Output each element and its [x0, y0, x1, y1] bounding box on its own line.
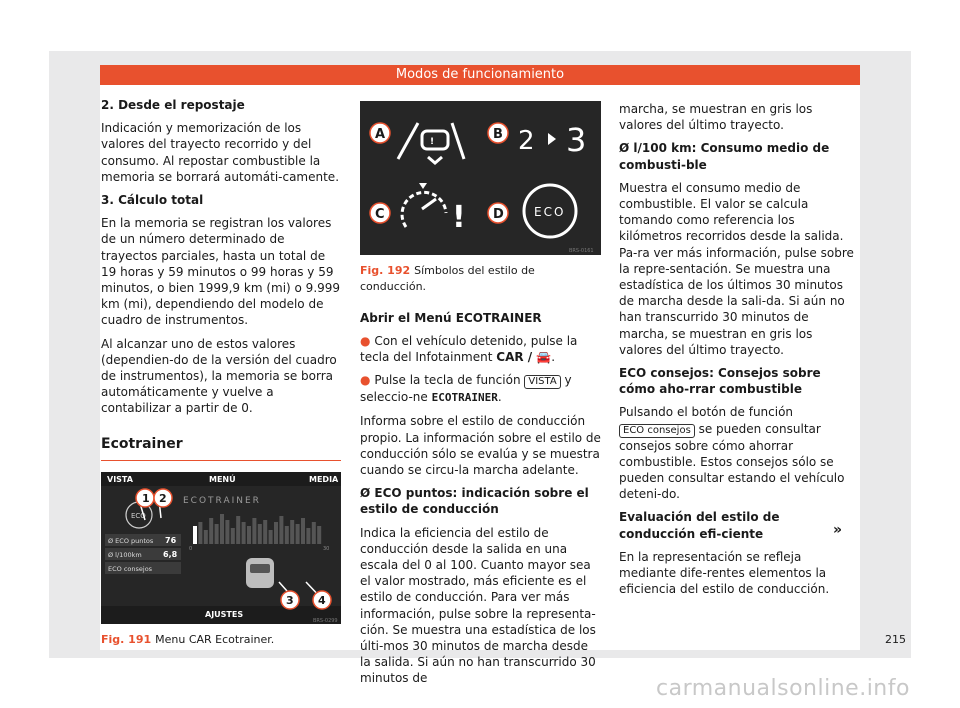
- bullet-2-text: Pulse la tecla de función: [374, 373, 521, 388]
- heading-abrir-menu: Abrir el Menú ECOTRAINER: [360, 310, 542, 325]
- page-number: 215: [885, 633, 906, 646]
- heading-consumo-medio: Ø l/100 km: Consumo medio de combusti-ble: [619, 141, 830, 172]
- column-left: [101, 97, 341, 662]
- row-consumo-label: Ø l/100km: [108, 550, 142, 559]
- row-eco-consejos-label: ECO consejos: [108, 564, 153, 573]
- car-icon: 🚘: [536, 350, 552, 365]
- history-bar: [242, 522, 246, 544]
- row-consumo-value: 6,8: [163, 549, 178, 559]
- eco-consejos-key: ECO consejos: [619, 424, 695, 438]
- softkey-vista: VISTA: [107, 474, 133, 484]
- ecotrainer-mono: ECOTRAINER: [431, 391, 498, 405]
- history-bar: [285, 526, 289, 544]
- bullet-2: [360, 372, 601, 406]
- history-bar: [209, 518, 213, 544]
- heading-calculo-total: 3. Cálculo total: [101, 193, 204, 208]
- gear-recommended: 3: [566, 121, 587, 159]
- column-middle: [360, 101, 601, 694]
- history-bar: [274, 522, 278, 544]
- figure-191: [101, 472, 341, 648]
- column-right: [619, 101, 859, 604]
- history-bar: [247, 526, 251, 544]
- history-bar: [301, 518, 305, 544]
- ecotrainer-brand-text: ECOTRAINER: [183, 495, 261, 506]
- bullet-2-mid: y seleccio-ne: [360, 373, 572, 405]
- history-bar: [198, 522, 202, 544]
- softkey-menu: MENÚ: [209, 474, 236, 484]
- para-eco-consejos: [619, 404, 859, 502]
- softkey-ajustes: AJUSTES: [205, 609, 244, 619]
- row-eco-puntos-label: Ø ECO puntos: [108, 536, 154, 545]
- history-bar: [220, 514, 224, 544]
- eco-badge-text: ECO: [131, 511, 146, 520]
- axis-tick-30: 30: [323, 545, 330, 552]
- heading-desde-repostaje: 2. Desde el repostaje: [101, 98, 245, 112]
- heading-eco-puntos: Ø ECO puntos: indicación sobre el estilo de conducción: [360, 486, 589, 517]
- history-bar: [312, 522, 316, 544]
- history-bar: [231, 528, 235, 544]
- figure-191-caption-text: Menu CAR Ecotrainer.: [155, 633, 275, 647]
- history-bar: [236, 516, 240, 544]
- callout-3-label: 3: [286, 593, 294, 607]
- eco-ring-text: ECO: [534, 205, 566, 219]
- history-bar: [296, 524, 300, 544]
- figure-code-191: BRS-0299: [313, 617, 338, 624]
- history-bar: [252, 518, 256, 544]
- row-eco-puntos-value: 76: [165, 535, 177, 545]
- section-title-ecotrainer: Ecotrainer: [101, 436, 341, 461]
- figure-191-number: Fig. 191: [101, 633, 152, 647]
- history-bar: [317, 526, 321, 544]
- figure-192-caption-text: Símbolos del estilo de conducción.: [360, 264, 535, 294]
- driving-style-symbols-image: [360, 101, 601, 255]
- heading-evaluacion: Evaluación del estilo de conducción efi-ciente: [619, 510, 780, 541]
- bullet-1: [360, 333, 601, 365]
- history-bar: [279, 516, 283, 544]
- history-bar: [290, 520, 294, 544]
- history-bar: [263, 520, 267, 544]
- page-header: Modos de funcionamiento: [100, 65, 860, 85]
- figure-192: [360, 101, 600, 296]
- callout-4-label: 4: [318, 593, 326, 607]
- bullet-1-text: Con el vehículo detenido, pulse la tecla del Infotainment: [360, 333, 578, 365]
- softkey-media: MEDIA: [309, 474, 339, 484]
- history-bar: [204, 530, 208, 544]
- car-key-label: CAR /: [496, 350, 537, 365]
- heading-eco-consejos: ECO consejos: Consejos sobre cómo aho-rrar combustible: [619, 366, 821, 397]
- watermark: carmanualsonline.info: [656, 676, 910, 701]
- callout-1-label: 1: [142, 491, 150, 505]
- label-a: A: [375, 127, 386, 142]
- para-eco-puntos: Indica la eficiencia del estilo de conducción desde la salida en una escala del 0 al 100. Cuanto mayor sea el valor mostrado, más eficiente es el estilo de conducción. Para ver más información, pulse sobre la representa-ción. Se muestra una estadística de los últi-mos 30 minutos de marcha desde la salida. Si aún no han transcurrido 30 minutos de: [360, 525, 596, 686]
- history-bar: [215, 524, 219, 544]
- figure-code-192: BRS-0161: [569, 248, 594, 254]
- continue-marker: »: [833, 522, 843, 538]
- label-b: B: [493, 127, 503, 142]
- para-continuation: marcha, se muestran en gris los valores del último trayecto.: [619, 102, 813, 133]
- bullet-2-end: .: [497, 390, 502, 405]
- history-bar: [258, 524, 262, 544]
- figure-191-caption: [101, 632, 341, 648]
- para-desde-repostaje: Indicación y memorización de los valores del trayecto recorrido y del consumo. Al repostar combustible la memoria se borrará automáti-camente.: [101, 121, 340, 184]
- gear-current: 2: [518, 126, 535, 156]
- history-bar: [193, 526, 197, 544]
- bullet-icon: ●: [360, 373, 371, 388]
- para-alcanzar: Al alcanzar uno de estos valores (dependien-do de la versión del cuadro de instrumentos), la memoria se borra automáticamente y vuelve a contabilizar a partir de 0.: [101, 336, 337, 416]
- label-d: D: [493, 207, 504, 222]
- svg-text:!: !: [430, 137, 435, 147]
- para-consumo-medio: Muestra el consumo medio de combustible. El valor se calcula tomando como referencia los kilómetros recorridos desde la salida. Pa-ra ver más información, pulse sobre la repre-sentación. Se muestra una estadística de los últimos 30 minutos de marcha desde la sali-da. Si aún no han transcurrido 30 minutos de marcha, se muestran en gris los valores del último trayecto.: [619, 180, 854, 357]
- para-informa: Informa sobre el estilo de conducción propio. La información sobre el estilo de conducción sólo se evalúa y se muestra cuando se circu-la marcha adelante.: [360, 414, 601, 478]
- figure-192-number: Fig. 192: [360, 264, 411, 278]
- para-eco-consejos-post: se pueden consultar consejos sobre cómo ahorrar combustible. Estos consejos sólo se pueden consultar estando el vehículo deteni-do.: [619, 421, 845, 502]
- warning-exclamation-icon: !: [452, 200, 466, 235]
- bullet-icon: ●: [360, 333, 371, 348]
- history-bar: [269, 530, 273, 544]
- axis-tick-0: 0: [189, 545, 193, 552]
- history-bar: [306, 528, 310, 544]
- figure-192-caption: [360, 263, 600, 295]
- vista-key: VISTA: [524, 375, 560, 389]
- label-c: C: [375, 207, 385, 222]
- ecotrainer-screen-image: [101, 472, 341, 624]
- bullet-1-end: .: [551, 350, 556, 365]
- para-evaluacion: En la representación se refleja mediante dife-rentes elementos la eficiencia del estilo de conducción.: [619, 549, 830, 597]
- para-eco-consejos-pre: Pulsando el botón de función: [619, 405, 794, 420]
- callout-2-label: 2: [159, 491, 167, 505]
- para-calculo-total: En la memoria se registran los valores de un número determinado de trayectos parciales, hasta un total de 19 horas y 59 minutos o 99 horas y 59 minutos, o bien 1999,9 km (mi) o 9.999 km (mi), dependiendo del modelo de cuadro de instrumentos.: [101, 216, 341, 328]
- history-bar: [225, 520, 229, 544]
